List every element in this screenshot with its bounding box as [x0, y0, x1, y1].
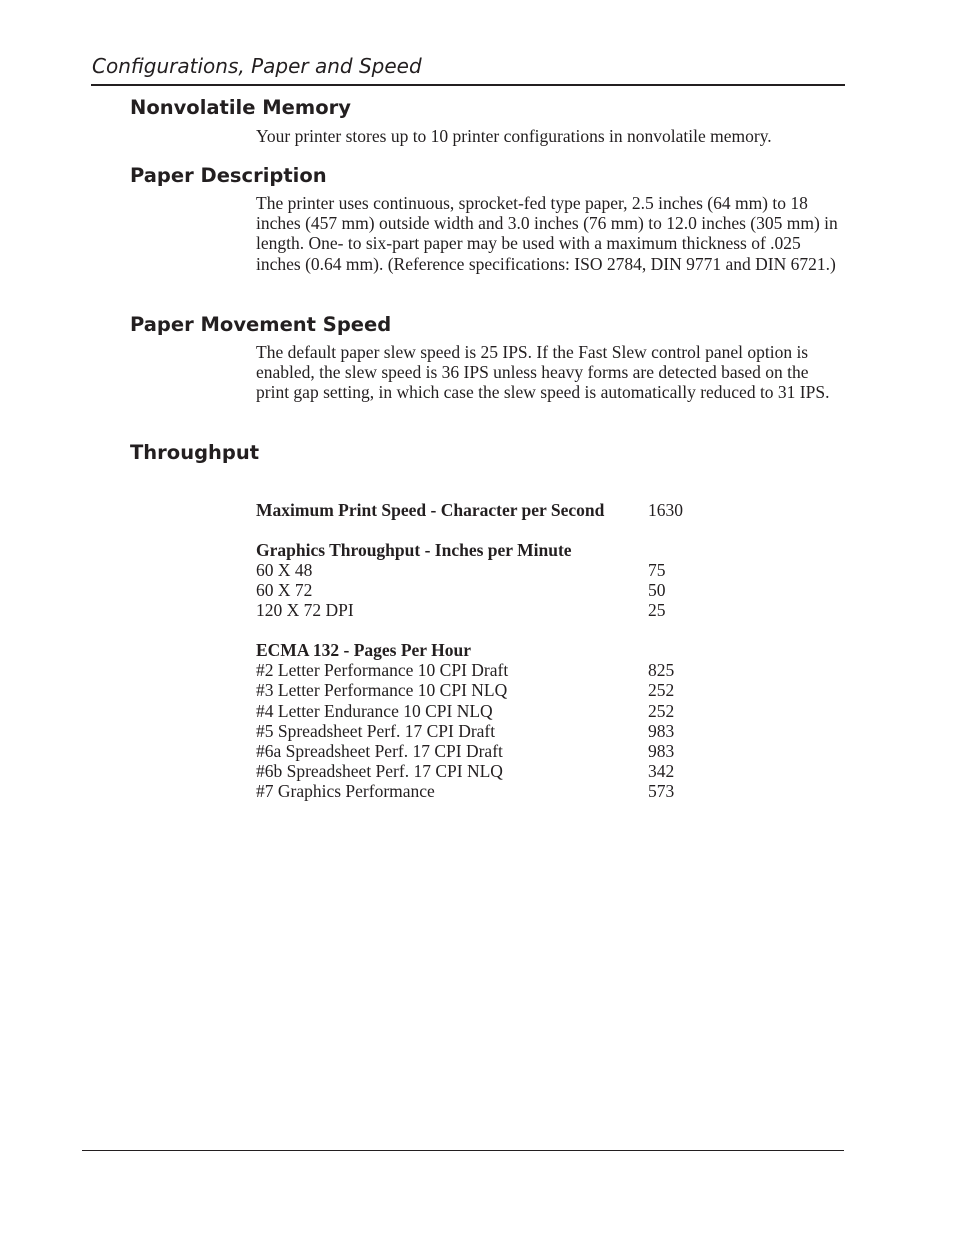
row-label: #6b Spreadsheet Perf. 17 CPI NLQ — [256, 761, 503, 782]
row-value: 50 — [648, 580, 666, 601]
max-print-speed-label: Maximum Print Speed - Character per Second — [256, 500, 605, 520]
row-value: 25 — [648, 600, 666, 621]
ecma-title — [256, 640, 736, 660]
row-value: 983 — [648, 720, 675, 741]
table-row — [256, 781, 736, 801]
header-rule — [91, 84, 845, 86]
row-label: #2 Letter Performance 10 CPI Draft — [256, 660, 509, 681]
table-row — [256, 761, 736, 781]
max-print-speed-row — [256, 500, 736, 520]
table-row — [256, 660, 736, 680]
table-row — [256, 580, 736, 600]
row-value: 342 — [648, 761, 675, 782]
nonvolatile-memory-heading: Nonvolatile Memory — [130, 96, 351, 119]
max-print-speed-value: 1630 — [648, 500, 683, 520]
throughput-table — [256, 500, 736, 801]
paper-description-heading: Paper Description — [130, 164, 327, 187]
table-row — [256, 680, 736, 700]
row-label: #4 Letter Endurance 10 CPI NLQ — [256, 700, 493, 721]
row-label: #7 Graphics Performance — [256, 781, 435, 802]
table-row — [256, 600, 736, 620]
row-label: 60 X 48 — [256, 559, 313, 580]
row-label: #5 Spreadsheet Perf. 17 CPI Draft — [256, 720, 496, 741]
row-value: 252 — [648, 680, 675, 701]
running-head: Configurations, Paper and Speed — [92, 54, 422, 78]
table-row — [256, 721, 736, 741]
graphics-throughput-title — [256, 540, 736, 560]
nonvolatile-memory-text: Your printer stores up to 10 printer configurations in nonvolatile memory. — [256, 126, 772, 146]
paper-description-text: The printer uses continuous, sprocket-fed type paper, 2.5 inches (64 mm) to 18 inches (457 mm) outside width and 3.0 inches (76 mm) to 12.0 inches (305 mm) in length. One- to six-part paper may be used with a maximum thickness of .025 inches (0.64 mm). (Reference specifications: ISO 2784, DIN 9771 and DIN 6721.) — [256, 193, 838, 274]
paper-movement-speed-text: The default paper slew speed is 25 IPS. If the Fast Slew control panel option is enabled, the slew speed is 36 IPS unless heavy forms are detected based on the print gap setting, in which case the slew speed is automatically reduced to 31 IPS. — [256, 342, 830, 403]
table-row — [256, 701, 736, 721]
footer-rule — [82, 1150, 844, 1151]
row-label: 120 X 72 DPI — [256, 600, 354, 621]
row-label: 60 X 72 — [256, 580, 313, 601]
throughput-heading: Throughput — [130, 441, 260, 464]
row-value: 825 — [648, 660, 675, 681]
row-value: 75 — [648, 559, 666, 580]
row-value: 983 — [648, 740, 675, 761]
row-label: #6a Spreadsheet Perf. 17 CPI Draft — [256, 740, 503, 761]
graphics-throughput-title-text: Graphics Throughput - Inches per Minute — [256, 539, 572, 560]
row-value: 573 — [648, 781, 675, 802]
row-value: 252 — [648, 700, 675, 721]
table-row — [256, 560, 736, 580]
row-label: #3 Letter Performance 10 CPI NLQ — [256, 680, 508, 701]
table-row — [256, 741, 736, 761]
ecma-title-text: ECMA 132 - Pages Per Hour — [256, 639, 471, 660]
paper-movement-speed-heading: Paper Movement Speed — [130, 313, 392, 336]
